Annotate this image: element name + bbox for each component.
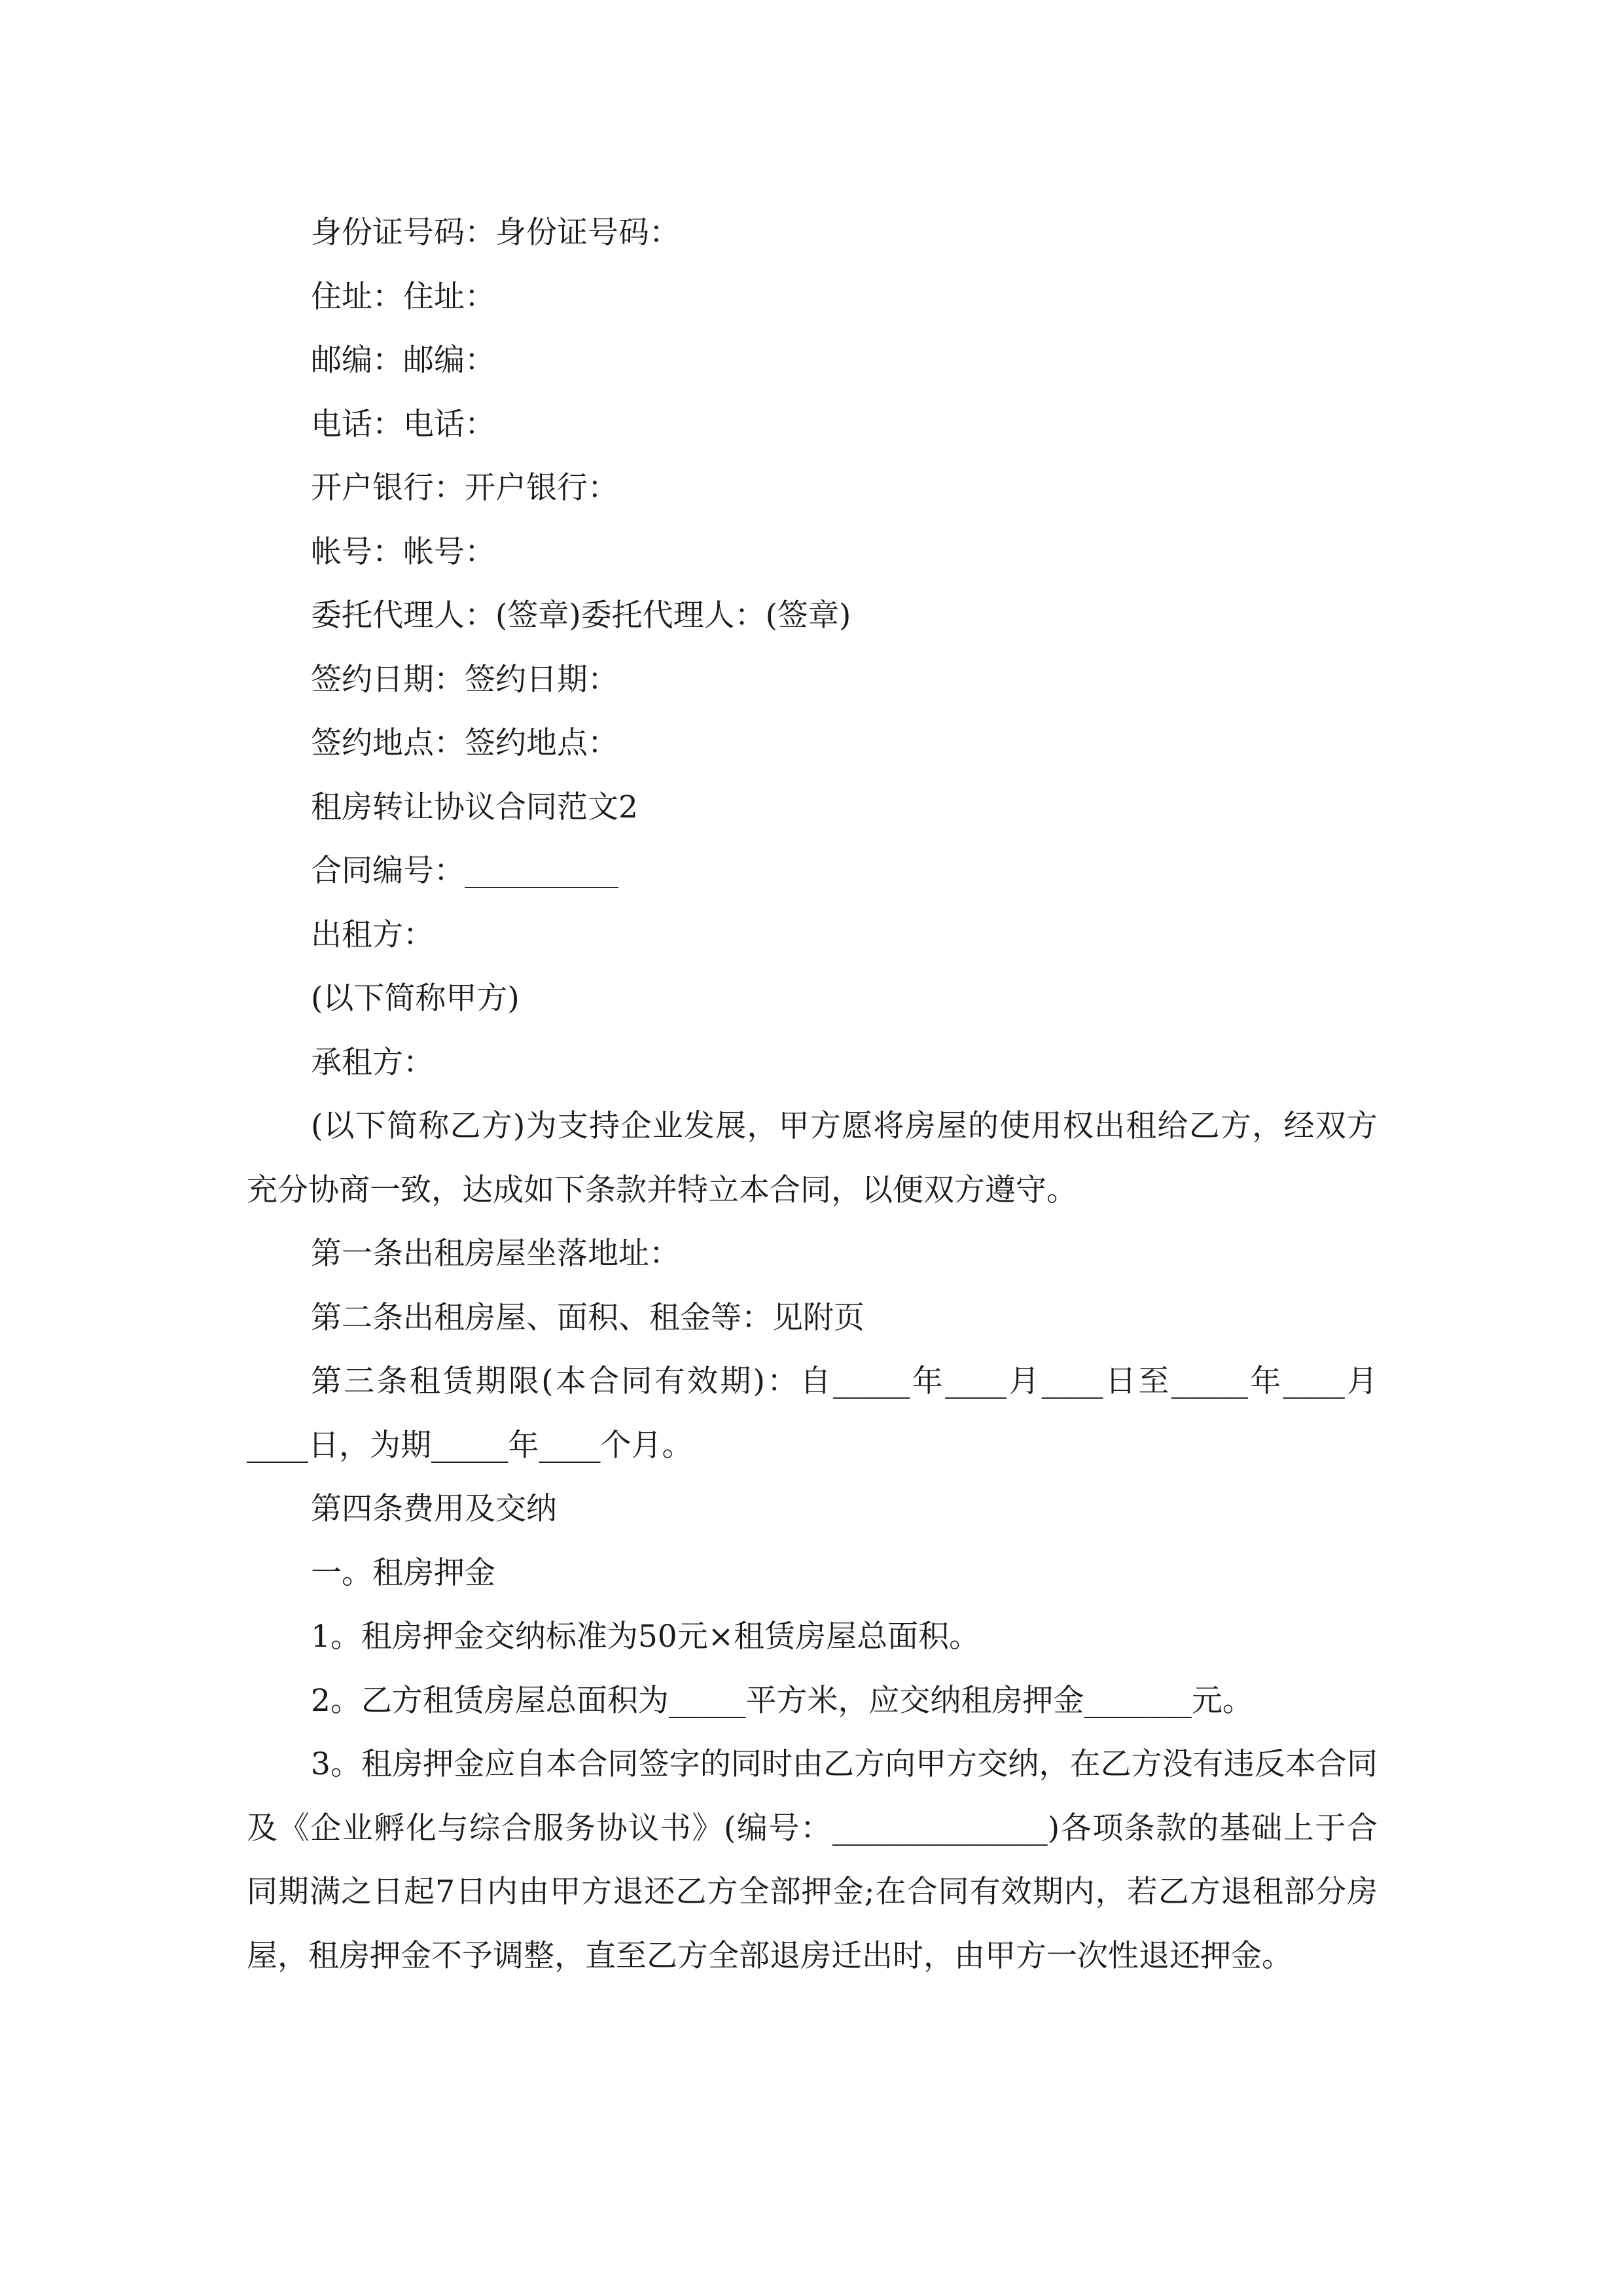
item-3: 3。租房押金应自本合同签字的同时由乙方向甲方交纳，在乙方没有违反本合同及《企业孵化与综合服务协议书》(编号：______________)各项条款的基础上于合同期满之日起7日内由甲方退还乙方全部押金;在合同有效期内，若乙方退租部分房屋，租房押金不予调整，直至乙方全部退房迁出时，由甲方一次性退还押金。 [247,1746,1378,1974]
section-deposit: 一。租房押金 [311,1554,495,1591]
article-2: 第二条出租房屋、面积、租金等：见附页 [311,1299,865,1336]
agent-line: 委托代理人：(签章)委托代理人：(签章) [311,598,851,634]
id-number-line: 身份证号码：身份证号码： [311,215,680,251]
item-1: 1。租房押金交纳标准为50元×租赁房屋总面积。 [311,1619,980,1655]
phone-line: 电话：电话： [311,406,495,442]
lessor-alias-line: (以下简称甲方) [311,980,520,1016]
address-line: 住址：住址： [311,278,495,315]
document-body [247,201,1378,1988]
bank-line: 开户银行：开户银行： [311,470,618,506]
contract-number-line: 合同编号：__________ [311,853,618,889]
signing-place-line: 签约地点：签约地点： [311,725,618,761]
lessor-line: 出租方： [311,916,434,953]
article-4: 第四条费用及交纳 [311,1491,557,1527]
contract-title: 租房转让协议合同范文2 [311,789,638,825]
intro-paragraph: (以下简称乙方)为支持企业发展，甲方愿将房屋的使用权出租给乙方，经双方充分协商一致，达成如下条款并特立本合同，以便双方遵守。 [247,1108,1378,1208]
lessee-line: 承租方： [311,1044,434,1081]
article-1: 第一条出租房屋坐落地址： [311,1236,680,1272]
item-2: 2。乙方租赁房屋总面积为_____平方米，应交纳租房押金_______元。 [311,1682,1253,1719]
article-3: 第三条租赁期限(本合同有效期)：自_____年____月____日至_____年____月____日，为期_____年____个月。 [247,1363,1378,1463]
signing-date-line: 签约日期：签约日期： [311,661,618,698]
account-line: 帐号：帐号： [311,533,495,570]
postcode-line: 邮编：邮编： [311,342,495,378]
